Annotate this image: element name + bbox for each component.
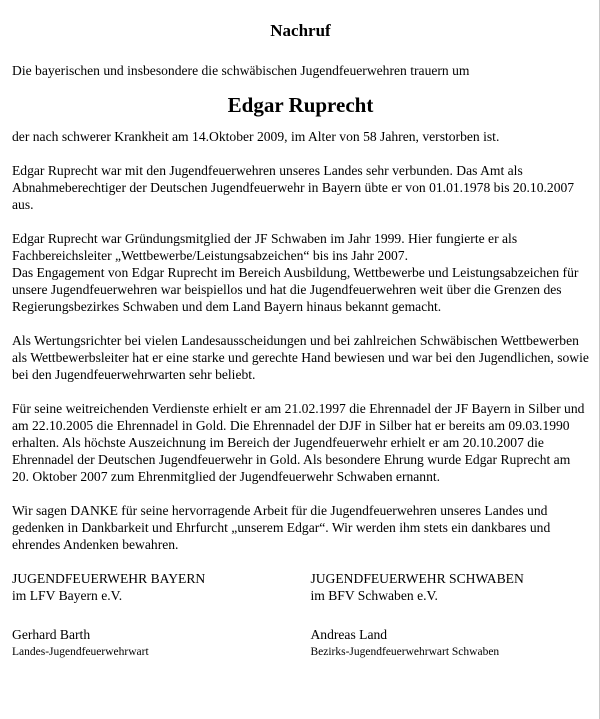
signature-right (310, 570, 589, 660)
death-line: der nach schwerer Krankheit am 14.Oktober 2009, im Alter von 58 Jahren, verstorben ist. (12, 129, 500, 144)
paragraph-honors: Für seine weitreichenden Verdienste erhielt er am 21.02.1997 die Ehrennadel der JF Bayern in Silber und am 22.10.2005 die Ehrennadel in Gold. Die Ehrennadel der DJF in Silber hat er bereits am 09.03.1990 erhalten. Als höchste Auszeichnung im Bereich der Jugendfeuerwehr erhielt er am 20.10.2007 die Ehrennadel der Deutschen Jugendfeuerwehr in Gold. Als besondere Ehrung wurde Edgar Ruprecht am 20. Oktober 2007 zum Ehrenmitglied der Jugendfeuerwehr Schwaben ernannt. (12, 401, 585, 484)
signature-left-org: JUGENDFEUERWEHR BAYERN (12, 571, 206, 586)
intro-line: Die bayerischen und insbesondere die schwäbischen Jugendfeuerwehren trauern um (12, 63, 470, 78)
document-title: Nachruf (270, 21, 331, 40)
signature-right-sub: im BFV Schwaben e.V. (310, 588, 438, 603)
signature-left-role: Landes-Jugendfeuerwehrwart (12, 646, 149, 658)
paragraph-judge: Als Wertungsrichter bei vielen Landesausscheidungen und bei zahlreichen Schwäbischen Wettbewerben als Wettbewerbsleiter hat er eine starke und gerechte Hand bewiesen und war bei den Jugendlichen, sowie bei den Jugendfeuerwehrwarten sehr beliebt. (12, 333, 589, 382)
signature-left-person: Gerhard Barth (12, 627, 91, 642)
signature-right-role: Bezirks-Jugendfeuerwehrwart Schwaben (310, 646, 500, 658)
signature-block (12, 570, 589, 660)
paragraph-engagement: Das Engagement von Edgar Ruprecht im Bereich Ausbildung, Wettbewerbe und Leistungsabzeichen für unsere Jugendfeuerwehren war beispiellos und hat die Jugendfeuerwehren weit über die Grenzen des Regierungsbezirkes Schwaben und dem Land Bayern hinaus bekannt gemacht. (12, 265, 579, 314)
deceased-name: Edgar Ruprecht (227, 93, 374, 117)
paragraph-founding: Edgar Ruprecht war Gründungsmitglied der JF Schwaben im Jahr 1999. Hier fungierte er als Fachbereichsleiter „Wettbewerbe/Leistungsabzeichen“ bis ins Jahr 2007. (12, 231, 518, 263)
paragraph-thanks: Wir sagen DANKE für seine hervorragende Arbeit für die Jugendfeuerwehren unseres Landes und gedenken in Dankbarkeit und Ehrfurcht „unserem Edgar“. Wir werden ihm stets ein dankbares und ehrendes Andenken bewahren. (12, 503, 551, 552)
signature-left (12, 570, 310, 660)
paragraph-association: Edgar Ruprecht war mit den Jugendfeuerwehren unseres Landes sehr verbunden. Das Amt als Abnahmeberechtiger der Deutschen Jugendfeuerwehr in Bayern übte er von 01.01.1978 bis 20.10.2007 aus. (12, 163, 575, 212)
signature-left-sub: im LFV Bayern e.V. (12, 588, 123, 603)
signature-right-person: Andreas Land (310, 627, 388, 642)
signature-right-org: JUGENDFEUERWEHR SCHWABEN (310, 571, 524, 586)
